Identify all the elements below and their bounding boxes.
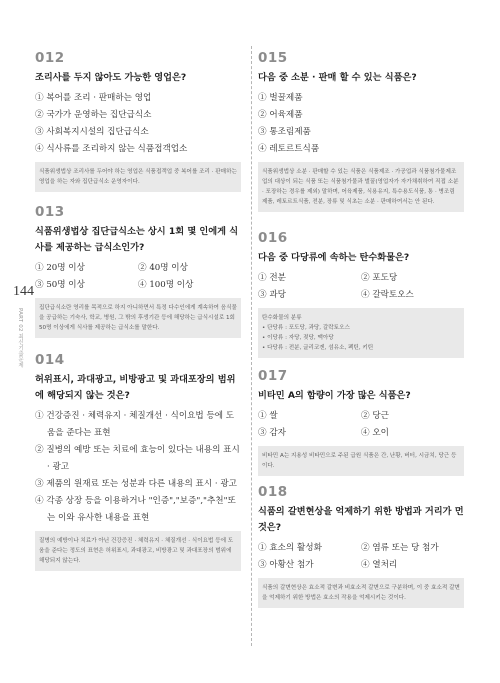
option-2: ② 국가가 운영하는 집단급식소 xyxy=(35,110,152,120)
part-label: PART 02 최신기출문제 xyxy=(17,308,23,368)
question-number: 012 xyxy=(35,50,65,66)
option-3: ③ 제품의 원재료 또는 성분과 다른 내용의 표시 · 광고 xyxy=(35,479,237,489)
option-2: ② 40명 이상 xyxy=(138,263,188,273)
question-text: 식품의 갈변현상을 억제하기 위한 방법과 거리가 먼 것은? xyxy=(258,506,464,533)
option-3: ③ 50명 이상 xyxy=(35,280,85,290)
option-3: ③ 아황산 첨가 xyxy=(258,560,314,570)
option-1: ① 효소의 활성화 xyxy=(258,543,322,553)
question-015 xyxy=(258,50,464,212)
options-grid xyxy=(35,260,241,294)
question-number: 018 xyxy=(258,484,288,500)
page-number: 144 xyxy=(13,284,34,299)
explanation-box: 식품위생법상 소분 · 판매할 수 있는 식품은 식품제조 · 가공업과 식품첨가물제조업의 대상이 되는 식품 또는 식품첨가물과 벌꿀(영업자가 자가채취하여 직접 소분 · 포장하는 경우를 제외) 말하며, 어육제품, 식용유지, 특수용도식품, 통 · 병조림 제품, 레토르트식품, 전분, 장류 및 식초는 소분 · 판매하여서는 안 된다. xyxy=(258,162,464,212)
question-018 xyxy=(258,484,464,608)
question-text: 다음 중 소분 · 판매 할 수 있는 식품은? xyxy=(258,72,417,83)
option-3: ③ 사회복지시설의 집단급식소 xyxy=(35,127,149,137)
option-2: ② 어육제품 xyxy=(258,110,303,120)
question-number: 013 xyxy=(35,204,65,220)
explanation-box: 식품의 갈변현상은 효소적 갈변과 비효소적 갈변으로 구분하며, 이 중 효소적 갈변을 억제하기 위한 방법은 효소의 작용을 억제시키는 것이다. xyxy=(258,578,464,608)
explanation-line: • 단당류 : 포도당, 과당, 갈락토오스 xyxy=(262,325,350,331)
question-013 xyxy=(35,204,241,338)
options-grid xyxy=(258,540,464,574)
explanation-box: 질병의 예방이나 치료가 아닌 건강증진 · 체력유지 · 체질개선 · 식이요법 등에 도움을 준다는 정도의 표현은 허위표시, 과대광고, 비방광고 및 과대포장의 범위에 해당되지 않는다. xyxy=(35,531,241,571)
option-1: ① 벌꿀제품 xyxy=(258,93,303,103)
explanation-heading: 탄수화물의 분류 xyxy=(262,315,302,321)
option-3: ③ 통조림제품 xyxy=(258,127,311,137)
option-1: ① 건강증진 · 체력유지 · 체질개선 · 식이요법 등에 도움을 준다는 표현 xyxy=(35,411,235,438)
option-4: ④ 레토르트식품 xyxy=(258,144,320,154)
question-text: 식품위생법상 집단급식소는 상시 1회 몇 인에게 식사를 제공하는 급식소인가? xyxy=(35,226,239,253)
option-4: ④ 100명 이상 xyxy=(138,280,194,290)
option-2: ② 당근 xyxy=(361,411,389,421)
question-012 xyxy=(35,50,241,192)
explanation-box: 집단급식소란 영리를 목적으로 하지 아니하면서 특정 다수인에게 계속하여 음식물을 공급하는 기숙사, 학교, 병원, 그 밖의 후생기관 등에 해당하는 급식시설로 1회 50명 이상에게 식사를 제공하는 급식소를 말한다. xyxy=(35,298,241,338)
question-number: 017 xyxy=(258,368,288,384)
question-text: 다음 중 다당류에 속하는 탄수화물은? xyxy=(258,252,410,263)
question-text: 비타민 A의 함량이 가장 많은 식품은? xyxy=(258,390,411,401)
option-3: ③ 과당 xyxy=(258,290,286,300)
column-divider xyxy=(251,46,252,646)
option-1: ① 20명 이상 xyxy=(35,263,85,273)
question-014 xyxy=(35,352,241,571)
options-grid xyxy=(258,408,464,442)
option-4: ④ 각종 상장 등을 이용하거나 "인증","보증","추천"또는 이와 유사한 내용을 표현 xyxy=(35,496,236,523)
question-016 xyxy=(258,230,464,358)
option-2: ② 염류 또는 당 첨가 xyxy=(361,543,439,553)
question-number: 016 xyxy=(258,230,288,246)
option-1: ① 복어를 조리 · 판매하는 영업 xyxy=(35,93,152,103)
option-3: ③ 감자 xyxy=(258,428,286,438)
option-4: ④ 식사류를 조리하지 않는 식품접객업소 xyxy=(35,144,188,154)
explanation-line: • 이당류 : 자당, 젖당, 맥아당 xyxy=(262,335,334,341)
options-grid xyxy=(258,270,464,304)
option-2: ② 질병의 예방 또는 치료에 효능이 있다는 내용의 표시 · 광고 xyxy=(35,445,240,472)
page-margin xyxy=(13,284,35,368)
question-number: 015 xyxy=(258,50,288,66)
explanation-box: 비타민 A는 지용성 비타민으로 주된 급원 식품은 간, 난황, 버터, 시금치, 당근 등이다. xyxy=(258,446,464,476)
explanation-box xyxy=(258,308,464,358)
question-text: 허위표시, 과대광고, 비방광고 및 과대포장의 범위에 해당되지 않는 것은? xyxy=(35,374,236,401)
question-text: 조리사를 두지 않아도 가능한 영업은? xyxy=(35,72,187,83)
option-4: ④ 오이 xyxy=(361,428,389,438)
option-2: ② 포도당 xyxy=(361,273,398,283)
option-1: ① 전분 xyxy=(258,273,286,283)
option-1: ① 쌀 xyxy=(258,411,278,421)
option-4: ④ 갈락토오스 xyxy=(361,290,414,300)
explanation-line: • 다당류 : 전분, 글리코겐, 섬유소, 펙틴, 키틴 xyxy=(262,345,374,351)
explanation-box: 식품위생법상 조리사를 두어야 하는 영업은 식품접객업 중 복어를 조리 · 판매하는 영업을 하는 자와 집단급식소 운영자이다. xyxy=(35,162,241,192)
question-number: 014 xyxy=(35,352,65,368)
question-017 xyxy=(258,368,464,476)
option-4: ④ 열처리 xyxy=(361,560,398,570)
